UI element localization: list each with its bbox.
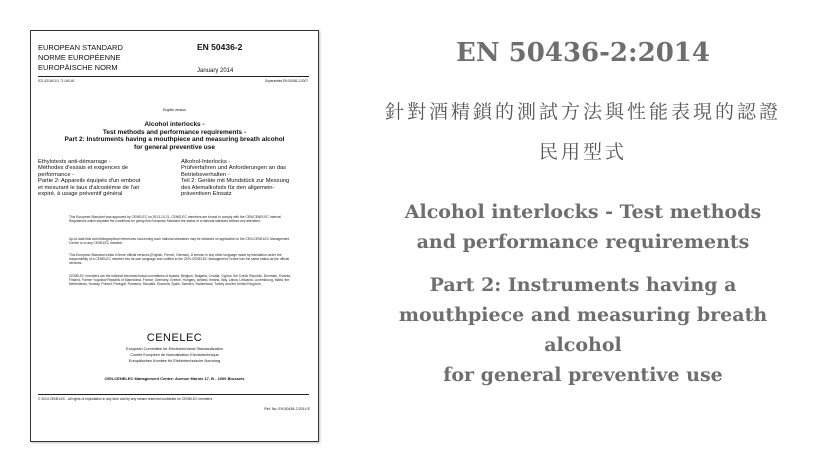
title-en-line: Test methods and performance requirements - — [102, 128, 247, 136]
title-fr-line: Méthodes d'essais et exigences de — [38, 165, 129, 172]
title-de-line: Betriebsverhalten - — [181, 171, 230, 178]
chinese-title-line: 針對酒精鎖的測試方法與性能表現的認證 — [384, 101, 781, 123]
title-de-line: präventiven Einsatz — [181, 191, 232, 198]
cenelec-logo: CENELEC — [146, 332, 203, 344]
versions-paragraph: This European Standard exists in three official versions (English, French, German). A version in any other language made by translation under the responsibility of a CENELEC member into its own language and notified to the CEN-CENELEC Management Centre has the same status as the official versions. — [69, 253, 290, 266]
part-title-line: mouthpiece and measuring breath — [398, 304, 768, 326]
title-french — [38, 159, 166, 197]
language-version: English version — [163, 108, 186, 112]
title-fr-line: performance - — [38, 171, 75, 178]
management-centre-address: CEN-CENELEC Management Centre: Avenue Marnix 17, B - 1000 Brussels — [104, 376, 245, 381]
members-paragraph: CENELEC members are the national electrotechnical committees of Austria, Belgium, Bulgaria, Croatia, Cyprus, the Czech Republic, Denmark, Estonia, Finland, Former Yugoslav Republic of Macedonia, France, Germany, Greece, Hungary, Iceland, Ireland, Italy, Latvia, Lithuania, Luxembourg, Malta, the Netherlands, Norway, Poland, Portugal, Romania, Slovakia, Slovenia, Spain, Sweden, Switzerland, Turkey and the United Kingdom. — [69, 274, 291, 287]
title-de-line: Alkohol-Interlocks - — [181, 159, 231, 165]
title-fr-line: expiré, à usage préventif général — [38, 191, 123, 198]
title-en-line: Part 2: Instruments having a mouthpiece and measuring breath alcohol — [64, 136, 285, 143]
approval-paragraph: This European Standard was approved by CENELEC on 2013-10-21. CENELEC members are bound to comply with the CEN/CENELEC Internal Regulations which stipulate the conditions for giving this European Standard the status of a national standard without any alteration. — [69, 215, 281, 224]
org-name-en: European Committee for Electrotechnical Standardization — [126, 347, 223, 351]
title-fr-line: Ethylotests anti-démarrage - — [38, 159, 111, 165]
standard-type-fr: NORME EUROPÉENNE — [38, 53, 121, 62]
standard-type-de: EUROPÄISCHE NORM — [38, 63, 118, 72]
ics-code: ICS 43.040.10; 71.040.40 — [38, 79, 75, 83]
part-title-line: for general preventive use — [443, 364, 723, 386]
title-en-line: for general preventive use — [134, 143, 215, 151]
supersedes-note: Supersedes EN 50436-2:2007 — [265, 79, 308, 83]
subtitle-line: Alcohol interlocks - Test methods — [404, 201, 762, 223]
title-de-line: Prüfverfahren und Anforderungen an das — [181, 165, 287, 172]
org-name-de: Europäisches Komitee für Elektrotechnische Normung — [128, 359, 221, 363]
national-lists-paragraph: Up-to-date lists and bibliographical references concerning such national standards may be obtained on application to the CEN-CENELEC Management Centre or to any CENELEC member. — [69, 237, 290, 246]
title-fr-line: et mesurant le taux d'alcoolémie de l'air — [38, 184, 140, 191]
reference-number: Ref. No. EN 50436-2:2014 E — [264, 407, 310, 411]
part-title-line: Part 2: Instruments having a — [429, 274, 737, 296]
title-english — [51, 121, 298, 151]
copyright-notice: © 2014 CENELEC - All rights of exploitation in any form and by any means reserved worldwide for CENELEC members. — [38, 397, 214, 401]
title-de-line: Teil 2: Geräte mit Mundstück zur Messung — [181, 178, 290, 185]
standard-type-en: EUROPEAN STANDARD — [38, 43, 123, 52]
title-fr-line: Partie 2: Appareils équipés d'un embout — [38, 178, 141, 185]
standard-title: EN 50436-2:2014 — [456, 38, 710, 68]
standard-type-block — [38, 43, 308, 73]
chinese-title-line: 民用型式 — [538, 141, 627, 163]
standard-number: EN 50436-2 — [197, 42, 243, 52]
header-rule — [38, 76, 309, 77]
footer-rule — [38, 394, 309, 395]
standard-date: January 2014 — [197, 68, 234, 74]
org-name-fr: Comité Européen de Normalisation Electrotechnique — [130, 353, 219, 357]
standard-cover-page — [30, 30, 319, 442]
title-de-line: des Atemalkohols für den allgemein- — [181, 184, 275, 191]
part-title-line: alcohol — [544, 334, 622, 356]
title-en-line: Alcohol interlocks - — [144, 121, 205, 128]
subtitle-line: and performance requirements — [416, 231, 750, 253]
title-german — [181, 159, 311, 197]
